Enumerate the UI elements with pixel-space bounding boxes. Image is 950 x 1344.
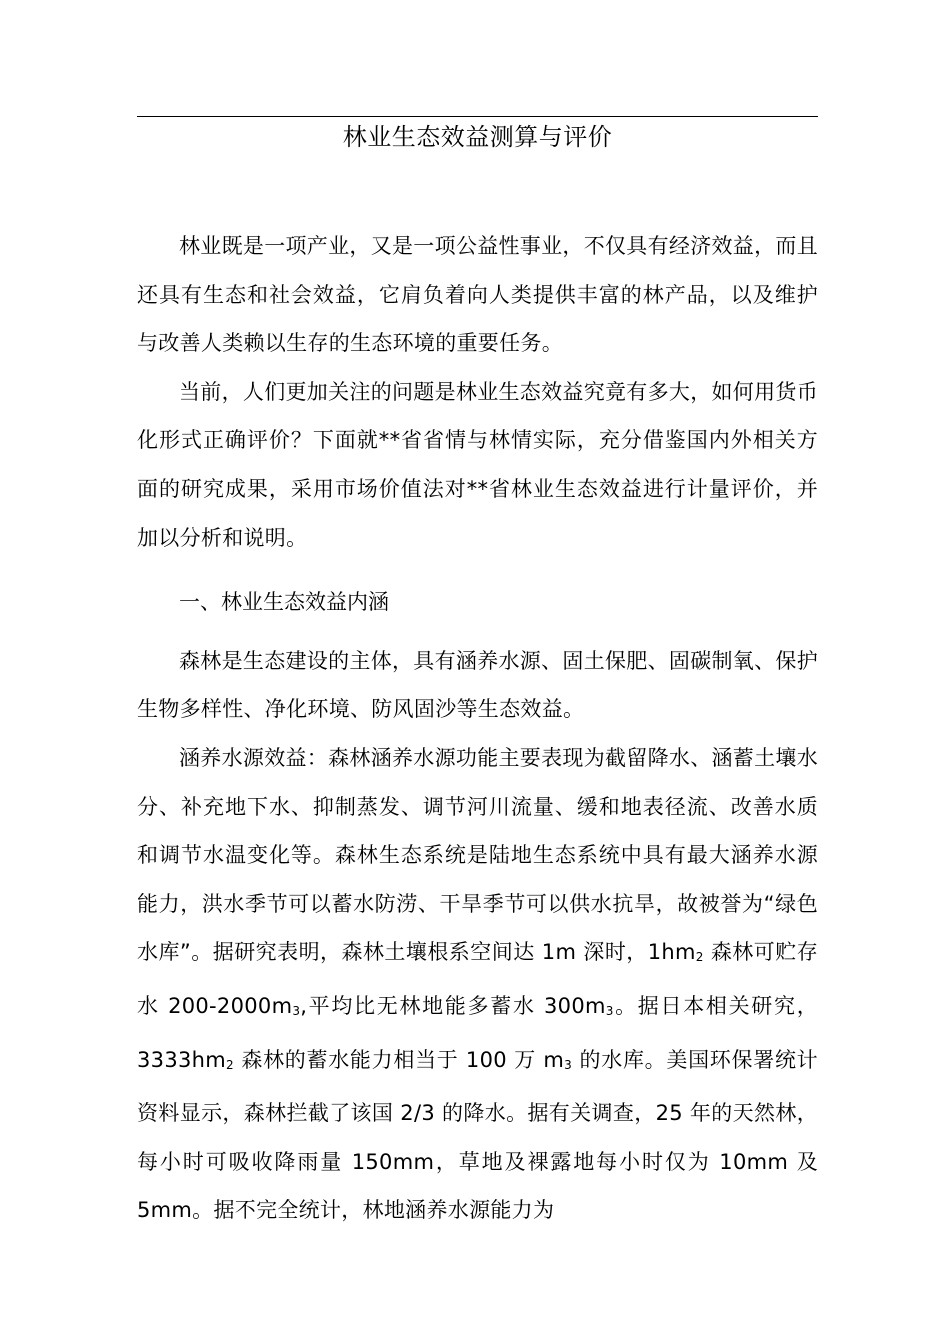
- paragraph-intro: 林业既是一项产业，又是一项公益性事业，不仅具有经济效益，而且还具有生态和社会效益，它肩负着向人类提供丰富的林产品，以及维护与改善人类赖以生存的生态环境的重要任务。: [137, 234, 818, 356]
- subscript: 2: [695, 950, 704, 965]
- text-segment: 森林的蓄水能力相当于 100 万 m: [233, 1047, 565, 1072]
- text-segment: 。据日本相关研究，3333hm: [137, 993, 818, 1072]
- header-rule: [137, 116, 818, 117]
- paragraph-purpose: 当前，人们更加关注的问题是林业生态效益究竟有多大，如何用货币化形式正确评价？下面就**省省情与林情实际，充分借鉴国内外相关方面的研究成果，采用市场价值法对**省林业生态效益进行计量评价，并加以分析和说明。: [137, 379, 818, 550]
- subscript: 3: [292, 1003, 301, 1018]
- subscript: 2: [226, 1057, 234, 1072]
- text-segment: 森林可贮存水 200-2000m: [137, 940, 818, 1018]
- text-segment: ,平均比无林地能多蓄水 300m: [300, 993, 606, 1018]
- text-segment: 的水库。美国环保署统计资料显示，森林拦截了该国 2/3 的降水。据有关调查，25 年的天然林，每小时可吸收降雨量 150mm，草地及裸露地每小时仅为 10mm 及 5mm。据不完全统计，林地涵养水源能力为: [137, 1047, 818, 1223]
- subscript: 3: [564, 1057, 573, 1072]
- document-body: [137, 222, 818, 1235]
- text-segment: 涵养水源效益：森林涵养水源功能主要表现为截留降水、涵蓄土壤水分、补充地下水、抑制蒸发、调节河川流量、缓和地表径流、改善水质和调节水温变化等。森林生态系统是陆地生态系统中具有最大涵养水源能力，洪水季节可以蓄水防涝、干旱季节可以供水抗旱，故被誉为“绿色水库”。据研究表明，森林土壤根系空间达 1m 深时，1hm: [137, 745, 818, 965]
- paragraph-water-conservation: [137, 734, 818, 1235]
- paragraph-forest-benefits: 森林是生态建设的主体，具有涵养水源、固土保肥、固碳制氧、保护生物多样性、净化环境、防风固沙等生态效益。: [137, 648, 818, 722]
- document-title: 林业生态效益测算与评价: [342, 123, 613, 151]
- subscript: 3: [605, 1003, 614, 1018]
- section-heading-1: 一、林业生态效益内涵: [179, 590, 389, 615]
